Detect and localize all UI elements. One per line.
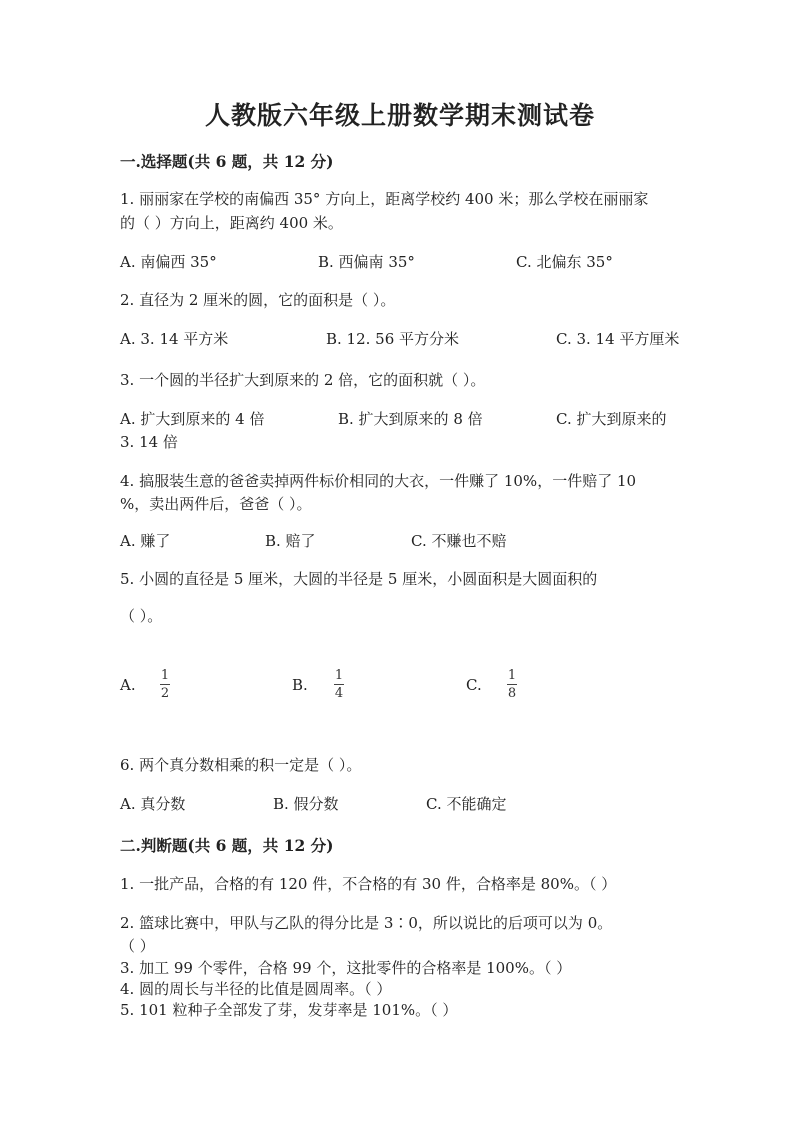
fraction-bar bbox=[160, 684, 170, 685]
judgement-item-cont: （ ） bbox=[120, 937, 155, 955]
question-6-text: 6. 两个真分数相乘的积一定是（ ）。 bbox=[120, 756, 362, 774]
question-1-text-cont: 的（ ）方向上，距离约 400 米。 bbox=[120, 214, 343, 232]
question-1-text: 1. 丽丽家在学校的南偏西 35° 方向上，距离学校约 400 米；那么学校在丽丽家 bbox=[120, 190, 649, 208]
question-6-option-c: C. 不能确定 bbox=[426, 795, 507, 813]
question-5-text-cont: （ ）。 bbox=[120, 607, 163, 625]
fraction-bar bbox=[507, 684, 517, 685]
page-title: 人教版六年级上册数学期末测试卷 bbox=[204, 101, 595, 130]
question-3-option-c-cont: 3. 14 倍 bbox=[120, 433, 178, 451]
question-4-text: 4. 搞服装生意的爸爸卖掉两件标价相同的大衣，一件赚了 10%，一件赔了 10 bbox=[120, 472, 637, 490]
question-5-option-b-fraction bbox=[334, 668, 344, 701]
question-1-option-a: A. 南偏西 35° bbox=[120, 253, 217, 271]
question-2-option-b: B. 12. 56 平方分米 bbox=[326, 330, 460, 348]
fraction-numerator: 1 bbox=[334, 668, 344, 683]
fraction-numerator: 1 bbox=[160, 668, 170, 683]
question-1-option-c: C. 北偏东 35° bbox=[516, 253, 613, 271]
question-5-option-c-fraction bbox=[507, 668, 517, 701]
question-5-option-a-label: A. bbox=[120, 676, 136, 694]
question-6-option-b: B. 假分数 bbox=[273, 795, 339, 813]
fraction-denominator: 2 bbox=[160, 686, 170, 701]
question-4-option-b: B. 赔了 bbox=[265, 532, 316, 550]
question-3-option-c: C. 扩大到原来的 bbox=[556, 410, 667, 428]
question-5-text: 5. 小圆的直径是 5 厘米，大圆的半径是 5 厘米，小圆面积是大圆面积的 bbox=[120, 570, 598, 588]
question-3-text: 3. 一个圆的半径扩大到原来的 2 倍，它的面积就（ ）。 bbox=[120, 371, 486, 389]
fraction-numerator: 1 bbox=[507, 668, 517, 683]
question-4-option-a: A. 赚了 bbox=[120, 532, 171, 550]
question-3-option-b: B. 扩大到原来的 8 倍 bbox=[338, 410, 483, 428]
question-3-option-a: A. 扩大到原来的 4 倍 bbox=[120, 410, 265, 428]
fraction-bar bbox=[334, 684, 344, 685]
question-4-option-c: C. 不赚也不赔 bbox=[411, 532, 507, 550]
question-5-option-c-label: C. bbox=[466, 676, 482, 694]
question-2-text: 2. 直径为 2 厘米的圆，它的面积是（ ）。 bbox=[120, 291, 396, 309]
question-1-option-b: B. 西偏南 35° bbox=[318, 253, 415, 271]
judgement-item: 5. 101 粒种子全部发了芽，发芽率是 101%。（ ） bbox=[120, 1001, 458, 1019]
fraction-denominator: 4 bbox=[334, 686, 344, 701]
fraction-denominator: 8 bbox=[507, 686, 517, 701]
question-4-text-cont: %，卖出两件后，爸爸（ ）。 bbox=[120, 495, 312, 513]
question-5-option-a-fraction bbox=[160, 668, 170, 701]
question-5-option-b-label: B. bbox=[292, 676, 308, 694]
question-2-option-c: C. 3. 14 平方厘米 bbox=[556, 330, 680, 348]
judgement-item: 1. 一批产品，合格的有 120 件，不合格的有 30 件，合格率是 80%。（ ） bbox=[120, 875, 617, 893]
judgement-item: 4. 圆的周长与半径的比值是圆周率。（ ） bbox=[120, 980, 392, 998]
judgement-item: 3. 加工 99 个零件，合格 99 个，这批零件的合格率是 100%。（ ） bbox=[120, 959, 572, 977]
section-heading-multiple-choice: 一.选择题(共 6 题，共 12 分) bbox=[120, 152, 334, 171]
question-2-option-a: A. 3. 14 平方米 bbox=[120, 330, 229, 348]
section-heading-true-false: 二.判断题(共 6 题，共 12 分) bbox=[120, 836, 334, 855]
question-6-option-a: A. 真分数 bbox=[120, 795, 186, 813]
judgement-item: 2. 篮球比赛中，甲队与乙队的得分比是 3∶0，所以说比的后项可以为 0。 bbox=[120, 914, 613, 932]
